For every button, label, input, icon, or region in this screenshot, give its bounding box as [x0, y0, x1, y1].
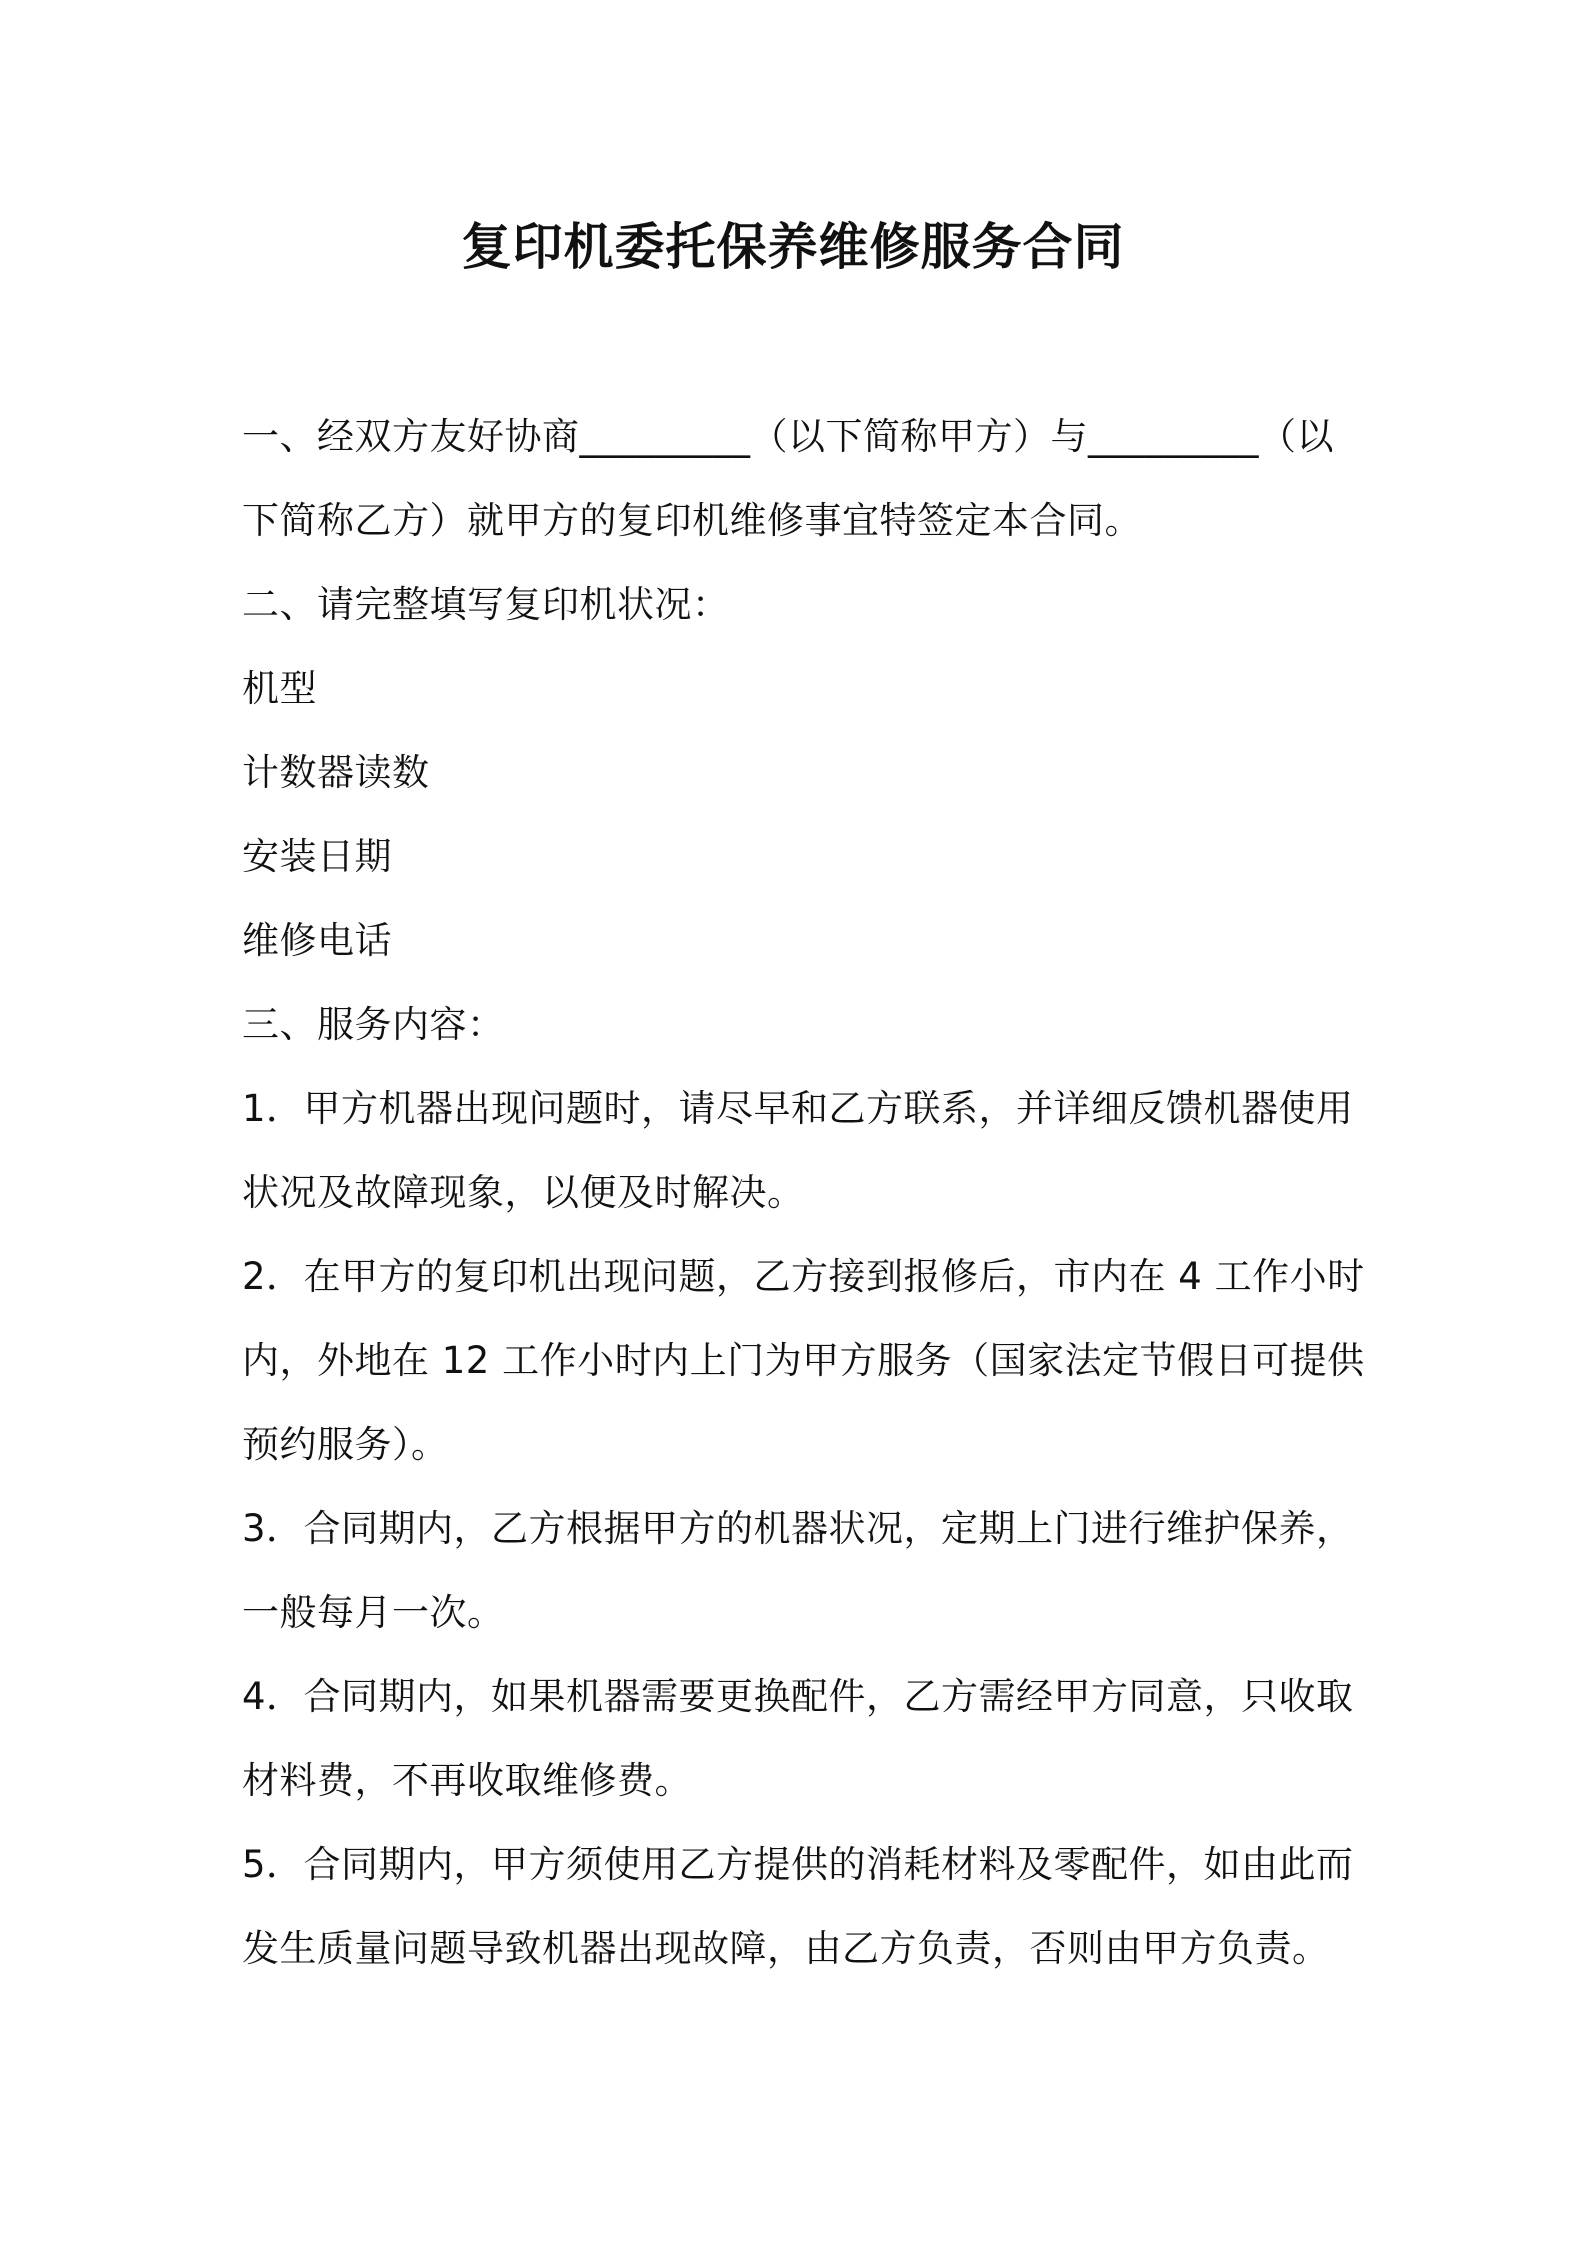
item-2-line-3: 预约服务）。: [242, 1423, 449, 1466]
item-4-line-2: 材料费，不再收取维修费。: [242, 1759, 692, 1802]
item-2-line-2: 内，外地在 12 工作小时内上门为甲方服务（国家法定节假日可提供: [242, 1339, 1365, 1382]
paragraph-1-line-2: 下简称乙方）就甲方的复印机维修事宜特签定本合同。: [242, 499, 1142, 542]
field-repair-phone: 维修电话: [242, 919, 392, 962]
item-5-line-2: 发生质量问题导致机器出现故障，由乙方负责，否则由甲方负责。: [242, 1927, 1330, 1970]
field-model: 机型: [242, 667, 317, 710]
section-2-heading: 二、请完整填写复印机状况：: [242, 583, 730, 626]
document-title: 复印机委托保养维修服务合同: [461, 218, 1125, 276]
item-2-line-1: 2．在甲方的复印机出现问题，乙方接到报修后，市内在 4 工作小时: [242, 1255, 1365, 1298]
section-3-heading: 三、服务内容：: [242, 1003, 505, 1046]
item-5-line-1: 5．合同期内，甲方须使用乙方提供的消耗材料及零配件，如由此而: [242, 1843, 1354, 1886]
field-install-date: 安装日期: [242, 835, 392, 878]
item-3-line-1: 3．合同期内，乙方根据甲方的机器状况，定期上门进行维护保养，: [242, 1507, 1354, 1550]
item-3-line-2: 一般每月一次。: [242, 1591, 505, 1634]
item-1-line-1: 1．甲方机器出现问题时，请尽早和乙方联系，并详细反馈机器使用: [242, 1087, 1354, 1130]
item-1-line-2: 状况及故障现象，以便及时解决。: [242, 1171, 805, 1214]
document-body: [242, 395, 1365, 1991]
paragraph-1-line-1: 一、经双方友好协商_________（以下简称甲方）与_________（以: [242, 415, 1334, 458]
item-4-line-1: 4．合同期内，如果机器需要更换配件，乙方需经甲方同意，只收取: [242, 1675, 1354, 1718]
field-counter-reading: 计数器读数: [242, 751, 430, 794]
